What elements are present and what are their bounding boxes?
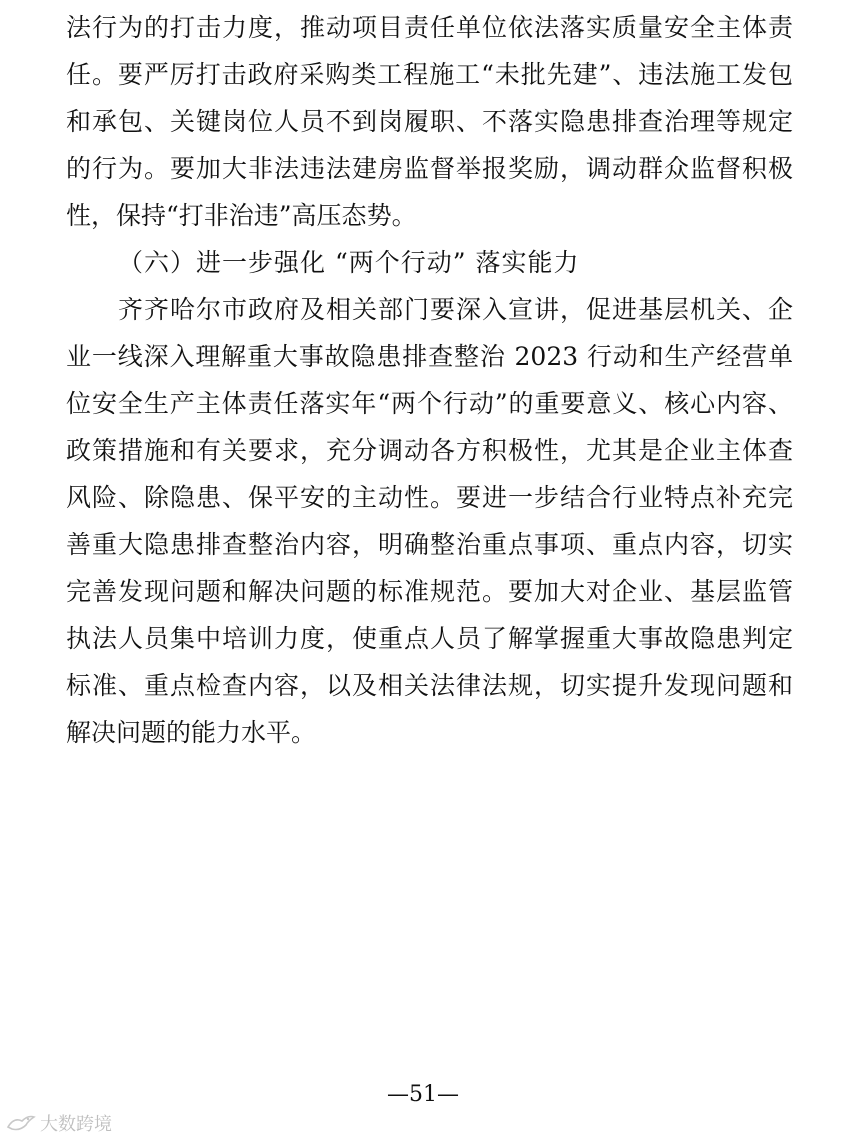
body-text-line: 善重大隐患排查整治内容，明确整治重点事项、重点内容，切实 (66, 530, 793, 559)
section-heading: （六）进一步强化 “两个行动” 落实能力 (118, 248, 580, 277)
body-text-line: 政策措施和有关要求，充分调动各方积极性，尤其是企业主体查 (66, 436, 793, 465)
body-text-line: 法行为的打击力度，推动项目责任单位依法落实质量安全主体责 (66, 13, 793, 42)
body-text-line: 标准、重点检查内容，以及相关法律法规，切实提升发现问题和 (66, 671, 793, 700)
body-text-line: 位安全生产主体责任落实年“两个行动”的重要意义、核心内容、 (66, 389, 793, 418)
body-text-line: 性，保持“打非治违”高压态势。 (66, 201, 417, 230)
page-number: —51— (387, 1082, 459, 1107)
bird-logo-icon (6, 1113, 36, 1133)
watermark-text: 大数跨境 (40, 1114, 112, 1135)
watermark (6, 1110, 112, 1136)
body-text-line: 齐齐哈尔市政府及相关部门要深入宣讲，促进基层机关、企 (118, 295, 793, 324)
body-text-line: 解决问题的能力水平。 (66, 718, 317, 747)
body-text-line: 风险、除隐患、保平安的主动性。要进一步结合行业特点补充完 (66, 483, 793, 512)
body-text-line: 和承包、关键岗位人员不到岗履职、不落实隐患排查治理等规定 (66, 107, 793, 136)
body-text-line: 完善发现问题和解决问题的标准规范。要加大对企业、基层监管 (66, 577, 793, 606)
body-text-line: 执法人员集中培训力度，使重点人员了解掌握重大事故隐患判定 (66, 624, 793, 653)
body-text-line: 的行为。要加大非法违法建房监督举报奖励，调动群众监督积极 (66, 154, 793, 183)
body-text-line: 任。要严厉打击政府采购类工程施工“未批先建”、违法施工发包 (66, 60, 793, 89)
body-text-line: 业一线深入理解重大事故隐患排查整治 2023 行动和生产经营单 (66, 342, 793, 371)
